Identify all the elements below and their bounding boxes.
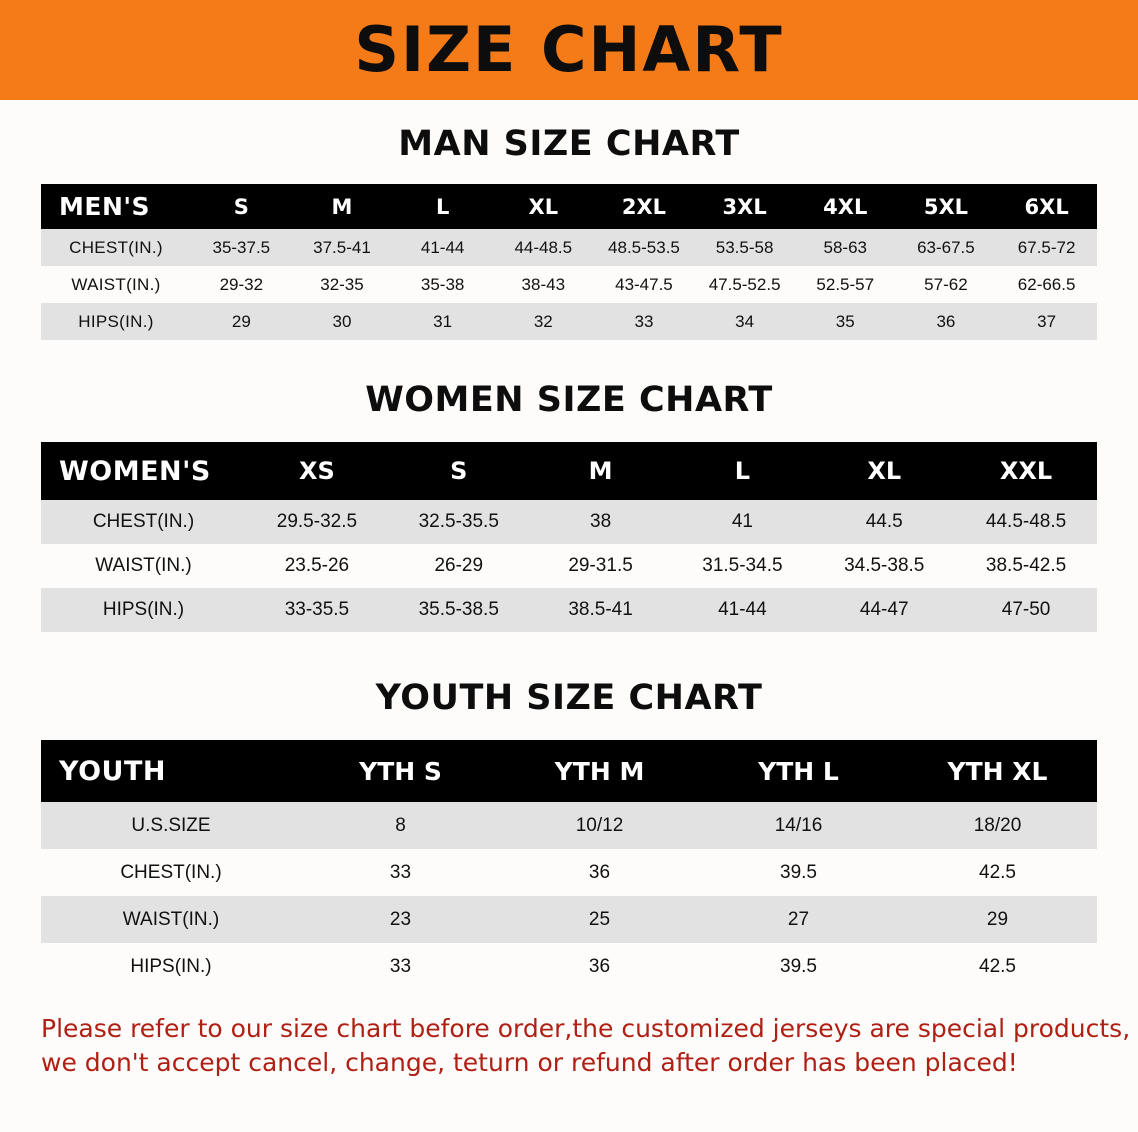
women-cell: 47-50 — [955, 588, 1097, 632]
men-cell: 44-48.5 — [493, 229, 594, 266]
note-line-1: Please refer to our size chart before order,the customized jerseys are special products, — [41, 1014, 1131, 1043]
men-cell: 35-38 — [392, 266, 493, 303]
youth-cell: 18/20 — [898, 802, 1097, 849]
men-cell: 57-62 — [896, 266, 997, 303]
man-table-wrapper — [41, 184, 1097, 340]
women-cell: 31.5-34.5 — [671, 544, 813, 588]
youth-row-label: U.S.SIZE — [41, 802, 301, 849]
men-row-label: HIPS(IN.) — [41, 303, 191, 340]
women-cell: 33-35.5 — [246, 588, 388, 632]
men-corner-label: MEN'S — [41, 184, 191, 229]
women-column-header: L — [671, 442, 813, 500]
men-column-header: L — [392, 184, 493, 229]
women-column-header: XS — [246, 442, 388, 500]
women-section-title: WOMEN SIZE CHART — [365, 380, 773, 420]
men-cell: 48.5-53.5 — [594, 229, 695, 266]
men-column-header: 2XL — [594, 184, 695, 229]
men-cell: 63-67.5 — [896, 229, 997, 266]
youth-cell: 39.5 — [699, 943, 898, 990]
men-cell: 53.5-58 — [694, 229, 795, 266]
women-cell: 38 — [530, 500, 672, 544]
women-cell: 29.5-32.5 — [246, 500, 388, 544]
table-row — [41, 303, 1097, 340]
table-row — [41, 588, 1097, 632]
men-cell: 37 — [996, 303, 1097, 340]
table-row — [41, 943, 1097, 990]
men-cell: 37.5-41 — [292, 229, 393, 266]
table-header-row — [41, 184, 1097, 229]
men-column-header: 3XL — [694, 184, 795, 229]
men-cell: 43-47.5 — [594, 266, 695, 303]
header-banner — [0, 0, 1138, 100]
women-cell: 35.5-38.5 — [388, 588, 530, 632]
women-cell: 32.5-35.5 — [388, 500, 530, 544]
men-column-header: 4XL — [795, 184, 896, 229]
women-column-header: XXL — [955, 442, 1097, 500]
youth-table-wrapper — [41, 740, 1097, 990]
men-row-label: CHEST(IN.) — [41, 229, 191, 266]
youth-row-label: CHEST(IN.) — [41, 849, 301, 896]
women-cell: 38.5-41 — [530, 588, 672, 632]
men-column-header: 6XL — [996, 184, 1097, 229]
men-cell: 47.5-52.5 — [694, 266, 795, 303]
table-row — [41, 266, 1097, 303]
note-line-2: we don't accept cancel, change, teturn or refund after order has been placed! — [41, 1047, 1018, 1077]
men-cell: 41-44 — [392, 229, 493, 266]
women-row-label: CHEST(IN.) — [41, 500, 246, 544]
man-section-title: MAN SIZE CHART — [398, 124, 740, 164]
table-row — [41, 802, 1097, 849]
youth-cell: 36 — [500, 849, 699, 896]
women-column-header: M — [530, 442, 672, 500]
youth-row-label: WAIST(IN.) — [41, 896, 301, 943]
youth-column-header: YTH S — [301, 740, 500, 802]
men-column-header: M — [292, 184, 393, 229]
women-row-label: WAIST(IN.) — [41, 544, 246, 588]
men-cell: 33 — [594, 303, 695, 340]
men-cell: 29-32 — [191, 266, 292, 303]
youth-cell: 36 — [500, 943, 699, 990]
women-corner-label: WOMEN'S — [41, 442, 246, 500]
women-cell: 41 — [671, 500, 813, 544]
order-policy-note — [41, 1012, 1131, 1080]
youth-cell: 33 — [301, 849, 500, 896]
men-cell: 32-35 — [292, 266, 393, 303]
men-cell: 34 — [694, 303, 795, 340]
youth-cell: 23 — [301, 896, 500, 943]
youth-cell: 42.5 — [898, 943, 1097, 990]
men-cell: 62-66.5 — [996, 266, 1097, 303]
page-title: SIZE CHART — [354, 13, 784, 86]
men-cell: 32 — [493, 303, 594, 340]
women-size-table — [41, 442, 1097, 632]
youth-cell: 27 — [699, 896, 898, 943]
men-cell: 35 — [795, 303, 896, 340]
men-cell: 58-63 — [795, 229, 896, 266]
table-row — [41, 500, 1097, 544]
table-row — [41, 544, 1097, 588]
men-cell: 67.5-72 — [996, 229, 1097, 266]
women-cell: 23.5-26 — [246, 544, 388, 588]
youth-cell: 33 — [301, 943, 500, 990]
youth-row-label: HIPS(IN.) — [41, 943, 301, 990]
men-cell: 31 — [392, 303, 493, 340]
youth-column-header: YTH M — [500, 740, 699, 802]
youth-cell: 8 — [301, 802, 500, 849]
youth-section-title: YOUTH SIZE CHART — [375, 678, 763, 718]
women-cell: 29-31.5 — [530, 544, 672, 588]
man-size-table — [41, 184, 1097, 340]
men-row-label: WAIST(IN.) — [41, 266, 191, 303]
men-cell: 29 — [191, 303, 292, 340]
women-cell: 44.5 — [813, 500, 955, 544]
table-row — [41, 849, 1097, 896]
youth-cell: 39.5 — [699, 849, 898, 896]
women-cell: 38.5-42.5 — [955, 544, 1097, 588]
women-cell: 41-44 — [671, 588, 813, 632]
youth-size-table — [41, 740, 1097, 990]
women-column-header: S — [388, 442, 530, 500]
men-cell: 36 — [896, 303, 997, 340]
women-table-wrapper — [41, 442, 1097, 632]
women-cell: 34.5-38.5 — [813, 544, 955, 588]
women-cell: 44-47 — [813, 588, 955, 632]
women-row-label: HIPS(IN.) — [41, 588, 246, 632]
men-column-header: 5XL — [896, 184, 997, 229]
youth-cell: 10/12 — [500, 802, 699, 849]
table-header-row — [41, 740, 1097, 802]
women-column-header: XL — [813, 442, 955, 500]
table-row — [41, 229, 1097, 266]
men-cell: 38-43 — [493, 266, 594, 303]
youth-corner-label: YOUTH — [41, 740, 301, 802]
table-row — [41, 896, 1097, 943]
men-column-header: XL — [493, 184, 594, 229]
women-cell: 26-29 — [388, 544, 530, 588]
youth-cell: 29 — [898, 896, 1097, 943]
men-cell: 30 — [292, 303, 393, 340]
women-cell: 44.5-48.5 — [955, 500, 1097, 544]
youth-cell: 25 — [500, 896, 699, 943]
men-cell: 52.5-57 — [795, 266, 896, 303]
youth-column-header: YTH XL — [898, 740, 1097, 802]
table-header-row — [41, 442, 1097, 500]
youth-cell: 14/16 — [699, 802, 898, 849]
youth-column-header: YTH L — [699, 740, 898, 802]
men-cell: 35-37.5 — [191, 229, 292, 266]
youth-cell: 42.5 — [898, 849, 1097, 896]
men-column-header: S — [191, 184, 292, 229]
